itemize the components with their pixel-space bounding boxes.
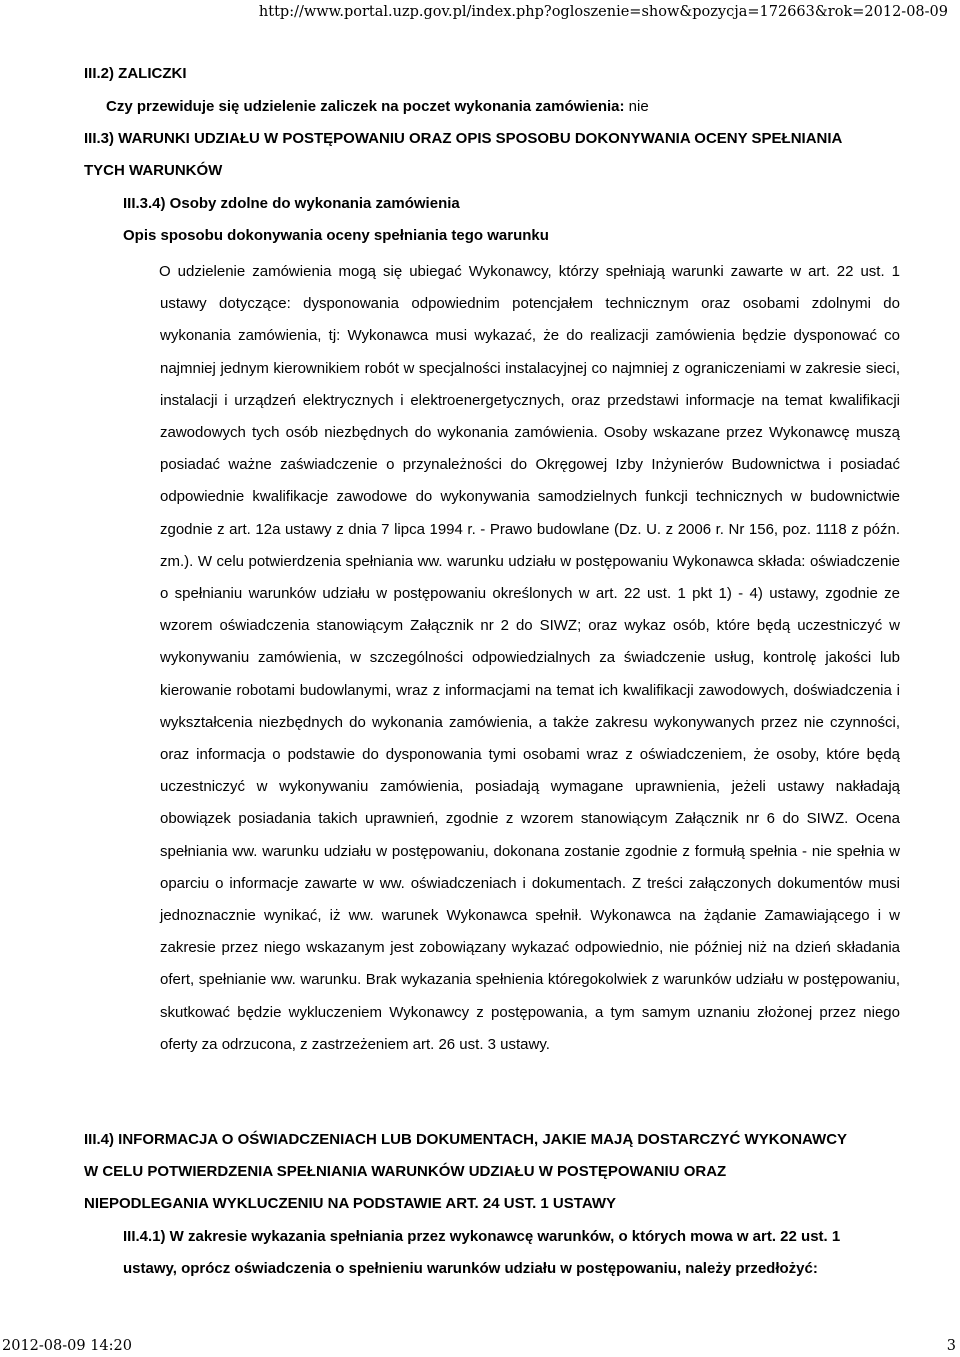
footer-datetime: 2012-08-09 14:20 xyxy=(2,1338,132,1354)
section-3-3-title-line1: III.3) WARUNKI UDZIAŁU W POSTĘPOWANIU ORAZ OPIS SPOSOBU DOKONYWANIA OCENY SPEŁNIANIA xyxy=(84,130,843,147)
section-3-2-answer: nie xyxy=(624,98,649,115)
footer-page-number: 3 xyxy=(946,1338,956,1354)
section-3-2-question-label: Czy przewiduje się udzielenie zaliczek na poczet wykonania zamówienia: xyxy=(106,98,625,115)
section-3-4-title-line1: III.4) INFORMACJA O OŚWIADCZENIACH LUB DOKUMENTACH, JAKIE MAJĄ DOSTARCZYĆ WYKONAWCY xyxy=(84,1131,848,1148)
section-3-4-title-line3: NIEPODLEGANIA WYKLUCZENIU NA PODSTAWIE ART. 24 UST. 1 USTAWY xyxy=(84,1195,616,1212)
section-3-2-question xyxy=(106,97,649,117)
section-3-4-title-line2: W CELU POTWIERDZENIA SPEŁNIANIA WARUNKÓW UDZIAŁU W POSTĘPOWANIU ORAZ xyxy=(84,1163,727,1180)
section-3-4-1-line1: III.4.1) W zakresie wykazania spełniania przez wykonawcę warunków, o których mowa w art. 22 ust. 1 xyxy=(123,1228,841,1245)
section-3-2-title: III.2) ZALICZKI xyxy=(84,65,187,82)
header-url: http://www.portal.uzp.gov.pl/index.php?ogloszenie=show&pozycja=172663&rok=2012-08-09 xyxy=(258,4,948,20)
section-3-3-4-subtitle: Opis sposobu dokonywania oceny spełniania tego warunku xyxy=(123,227,549,244)
section-3-4-1-line2: ustawy, oprócz oświadczenia o spełnieniu warunków udziału w postępowaniu, należy przedłożyć: xyxy=(123,1260,818,1277)
section-3-3-4-body: O udzielenie zamówienia mogą się ubiegać Wykonawcy, którzy spełniają warunki zawarte w art. 22 ust. 1 ustawy dotyczące: dysponowania odpowiednim potencjałem technicznym oraz osobami zdolnymi do wykonania zamówienia, tj: Wykonawca musi wykazać, że do realizacji zamówienia będzie dysponować co najmniej jednym kierownikiem robót w specjalności instalacyjnej co najmniej z ograniczeniami w zakresie sieci, instalacji i urządzeń elektrycznych i elektroenergetycznych, oraz przedstawi informacje na temat kwalifikacji zawodowych tych osób niezbędnych do wykonania zamówienia. Osoby wskazane przez Wykonawcę muszą posiadać ważne zaświadczenie o przynależności do Okręgowej Izby Inżynierów Budownictwa i posiadać odpowiednie kwalifikacje zawodowe do wykonywania samodzielnych funkcji technicznych w budownictwie zgodnie z art. 12a ustawy z dnia 7 lipca 1994 r. - Prawo budowlane (Dz. U. z 2006 r. Nr 156, poz. 1118 z późn. zm.). W celu potwierdzenia spełniania ww. warunku udziału w postępowaniu Wykonawca składa: oświadczenie o spełnianiu warunków udziału w postępowaniu określonych w art. 22 ust. 1 pkt 1) - 4) ustawy, zgodnie ze wzorem oświadczenia stanowiącym Załącznik nr 2 do SIWZ; oraz wykaz osób, które będą uczestniczyć w wykonywaniu zamówienia, w szczególności odpowiedzialnych za świadczenie usług, kontrolę jakości lub kierowanie robotami budowlanymi, wraz z informacjami na temat ich kwalifikacji zawodowych, doświadczenia i wykształcenia niezbędnych do wykonania zamówienia, a także zakresu wykonywanych przez nie czynności, oraz informacja o podstawie do dysponowania tymi osobami wraz z oświadczeniem, że osoby, które będą uczestniczyć w wykonywaniu zamówienia, posiadają wymagane uprawnienia, jeżeli ustawy nakładają obowiązek posiadania takich uprawnień, zgodnie z wzorem stanowiącym Załącznik nr 6 do SIWZ. Ocena spełniania ww. warunku udziału w postępowaniu, dokonana zostanie zgodnie z formułą spełnia - nie spełnia w oparciu o informacje zawarte w ww. oświadczeniach i dokumentach. Z treści załączonych dokumentów musi jednoznacznie wynikać, iż ww. warunek Wykonawca spełnił. Wykonawca na żądanie Zamawiającego i w zakresie przez niego wskazanym jest zobowiązany wykazać odpowiednio, nie później niż na dzień składania ofert, spełnianie ww. warunku. Brak wykazania spełnienia któregokolwiek z warunków udziału w postępowaniu, skutkować będzie wykluczeniem Wykonawcy z postępowania, a tym samym uznaniu złożonej przez niego oferty za odrzucona, z zastrzeżeniem art. 26 ust. 3 ustawy. xyxy=(159,263,900,1053)
section-3-3-title-line2: TYCH WARUNKÓW xyxy=(84,162,223,179)
section-3-3-4-title: III.3.4) Osoby zdolne do wykonania zamówienia xyxy=(123,195,460,212)
